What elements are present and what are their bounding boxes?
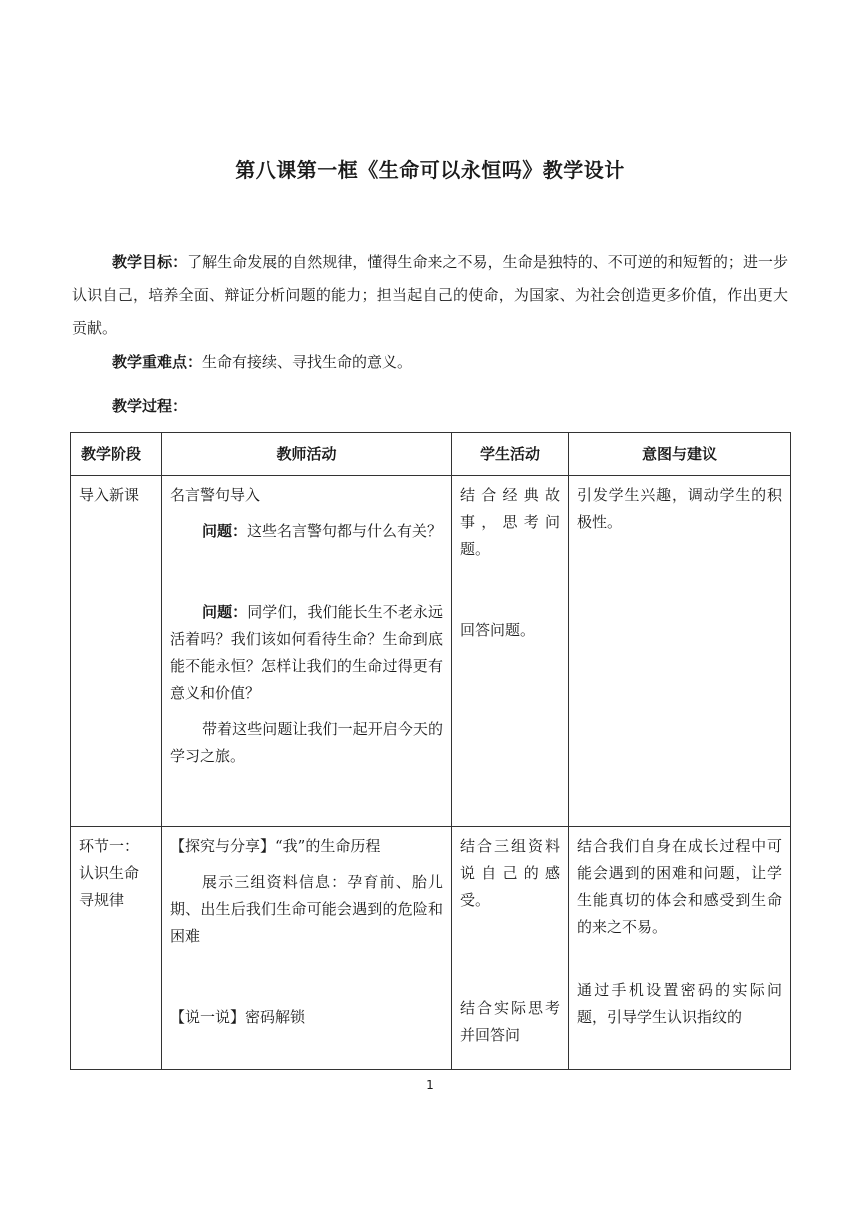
header-teacher-activity: 教师活动 — [162, 433, 452, 476]
intent-text: 通过手机设置密码的实际问题，引导学生认识指纹的 — [577, 981, 782, 1026]
teacher-question — [170, 518, 443, 545]
process-paragraph — [72, 390, 788, 423]
student-text: 回答问题。 — [460, 621, 536, 639]
teacher-text: 名言警句导入 — [170, 486, 261, 504]
teaching-goal-paragraph — [72, 246, 788, 345]
teacher-activity-cell — [162, 476, 452, 827]
question-label: 问题： — [202, 603, 248, 621]
student-activity-cell — [452, 476, 569, 827]
teacher-question — [170, 599, 443, 707]
student-text: 结合经典故事，思考问题。 — [460, 486, 560, 558]
key-points-paragraph — [72, 346, 788, 379]
header-student-activity: 学生活动 — [452, 433, 569, 476]
intent-cell — [569, 476, 791, 827]
page-title: 第八课第一框《生命可以永恒吗》教学设计 — [235, 158, 625, 182]
student-text: 结合实际思考并回答问 — [460, 999, 560, 1044]
intent-text: 引发学生兴趣，调动学生的积极性。 — [577, 486, 782, 531]
intent-cell — [569, 827, 791, 1070]
header-stage: 教学阶段 — [71, 433, 162, 476]
key-points-label: 教学重难点： — [112, 353, 203, 371]
question-text: 同学们，我们能长生不老永远活着吗？我们该如何看待生命？生命到底能不能永恒？怎样让我们的生命过得更有意义和价值？ — [170, 603, 443, 702]
teacher-activity-cell — [162, 827, 452, 1070]
teacher-text: 展示三组资料信息：孕育前、胎儿期、出生后我们生命可能会遇到的危险和困难 — [170, 873, 443, 945]
teaching-goal-label: 教学目标： — [112, 253, 188, 271]
key-points-text: 生命有接续、寻找生命的意义。 — [202, 353, 413, 371]
stage-cell: 环节一：认识生命寻规律 — [71, 827, 162, 1070]
table-header-row — [71, 433, 791, 476]
student-activity-cell — [452, 827, 569, 1070]
stage-cell: 导入新课 — [71, 476, 162, 827]
header-intent: 意图与建议 — [569, 433, 791, 476]
teacher-text: 【探究与分享】“我”的生命历程 — [170, 837, 381, 855]
question-text: 这些名言警句都与什么有关？ — [247, 522, 443, 540]
table-row — [71, 476, 791, 827]
teaching-goal-text: 了解生命发展的自然规律，懂得生命来之不易，生命是独特的、不可逆的和短暂的；进一步认识自己，培养全面、辩证分析问题的能力；担当起自己的使命，为国家、为社会创造更多价值，作出更大贡献。 — [72, 253, 788, 337]
student-text: 结合三组资料说自己的感受。 — [460, 837, 560, 909]
question-label: 问题： — [202, 522, 248, 540]
process-label: 教学过程： — [112, 397, 188, 415]
teacher-text: 【说一说】密码解锁 — [170, 1008, 306, 1026]
teacher-text: 带着这些问题让我们一起开启今天的学习之旅。 — [170, 720, 443, 765]
intent-text: 结合我们自身在成长过程中可能会遇到的困难和问题，让学生能真切的体会和感受到生命的来之不易。 — [577, 837, 782, 936]
lesson-plan-table — [70, 432, 791, 1070]
page-number: 1 — [426, 1078, 434, 1092]
table-row — [71, 827, 791, 1070]
